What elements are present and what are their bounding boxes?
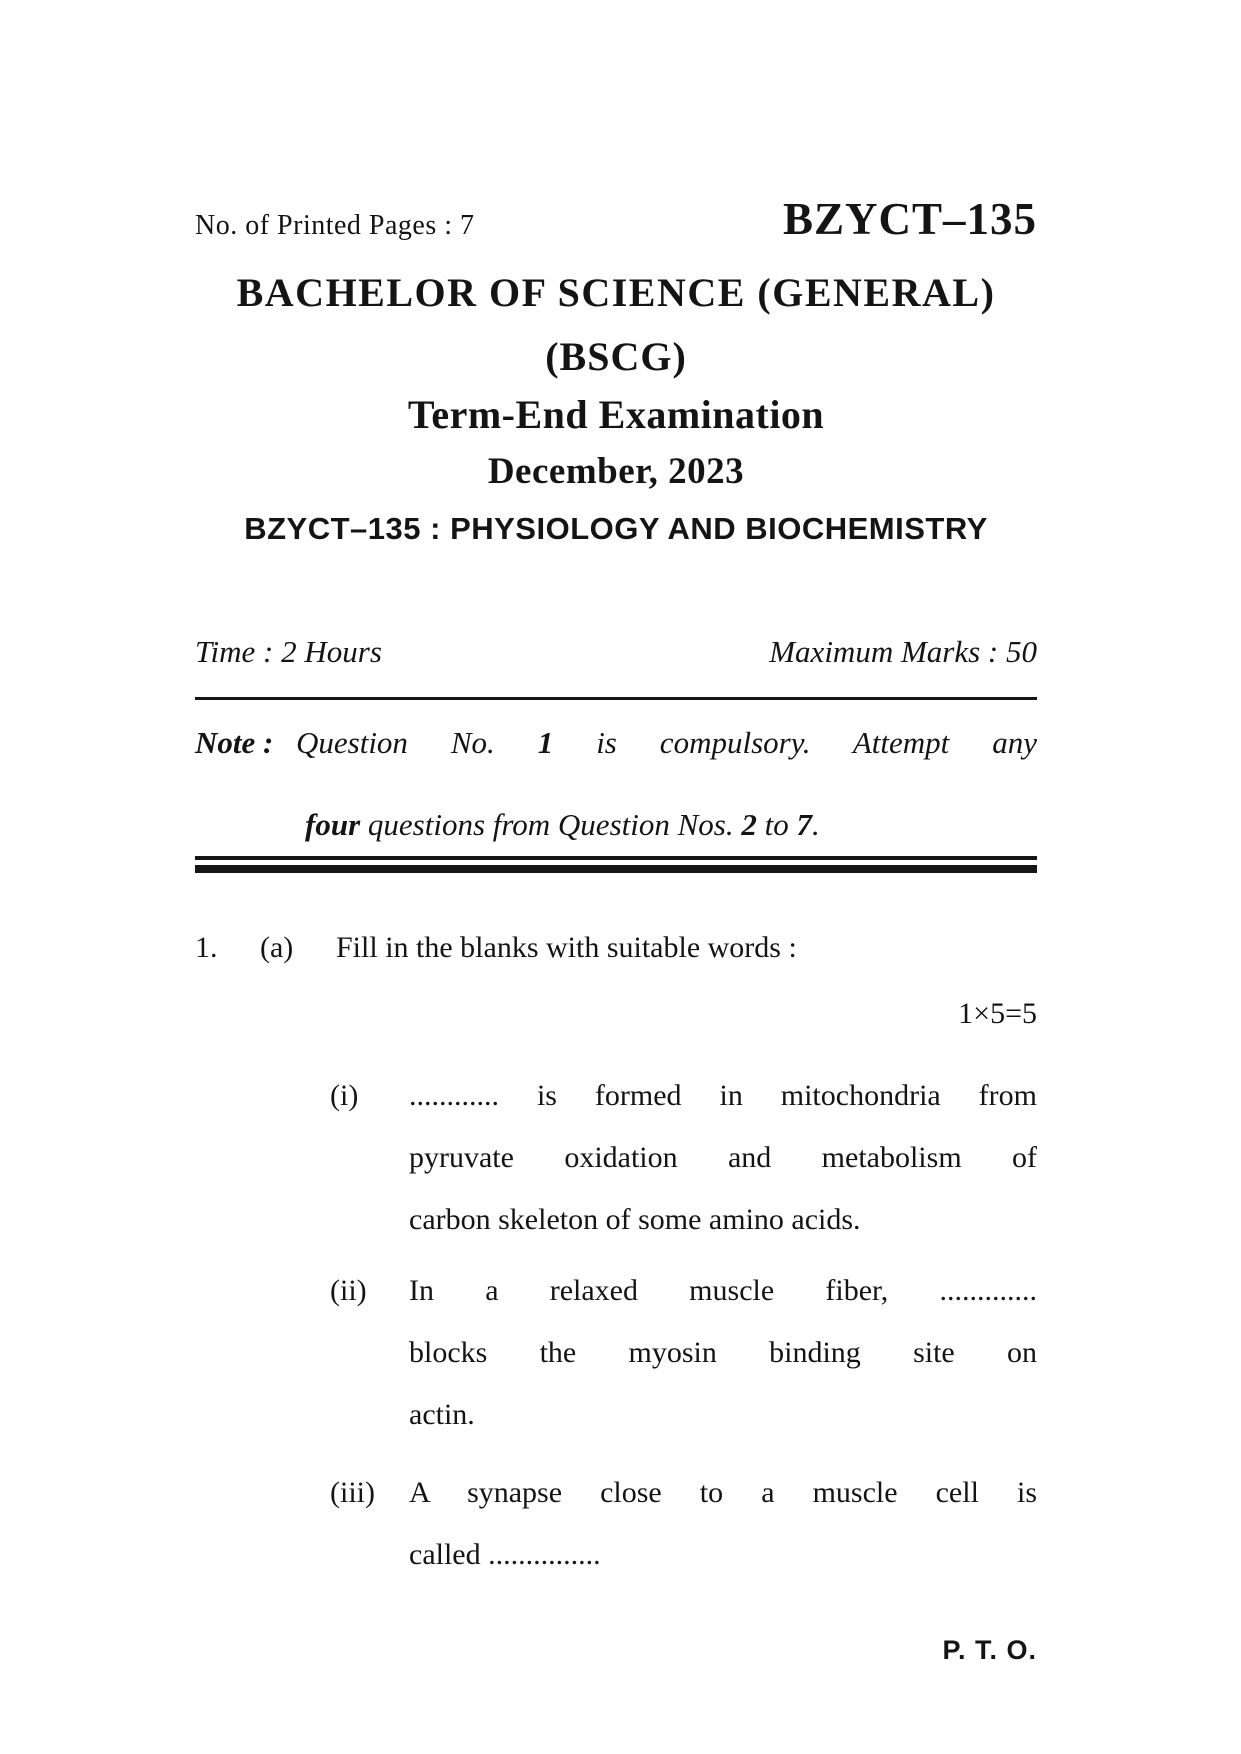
note-block — [195, 720, 1037, 848]
item-iii-label: (iii) — [330, 1476, 375, 1509]
degree-abbrev: (BSCG) — [545, 334, 687, 379]
note-fragment-bold: 7 — [796, 807, 812, 842]
header-row — [195, 193, 1037, 245]
note-fragment: questions from Question Nos. — [360, 807, 742, 842]
maximum-marks: Maximum Marks : 50 — [769, 634, 1037, 669]
part-a-text: Fill in the blanks with suitable words : — [336, 931, 797, 964]
subject-title: BZYCT–135 : PHYSIOLOGY AND BIOCHEMISTRY — [244, 511, 988, 546]
page-turn-over-label: P. T. O. — [942, 1635, 1037, 1665]
item-i-line-2: pyruvate oxidation and metabolism of — [409, 1141, 1037, 1174]
note-text-line-2 — [195, 802, 1037, 848]
item-iii-body — [409, 1462, 1037, 1586]
note-text-line-1 — [296, 720, 1037, 766]
note-line-1 — [195, 720, 1037, 766]
time-allowed: Time : 2 Hours — [195, 634, 382, 669]
note-fragment: is compulsory. Attempt any — [553, 725, 1037, 760]
note-fragment-bold: 2 — [741, 807, 757, 842]
item-i-label: (i) — [330, 1079, 359, 1112]
question-number: 1. — [195, 931, 218, 964]
item-ii-label: (ii) — [330, 1274, 367, 1307]
q1a-item-iii — [195, 1462, 1037, 1586]
title-block — [195, 269, 1037, 549]
printed-pages-note: No. of Printed Pages : 7 — [195, 210, 475, 241]
marks-value: 1×5=5 — [958, 997, 1037, 1030]
q1a-item-ii — [195, 1260, 1037, 1446]
note-fragment-bold: 1 — [537, 725, 554, 760]
meta-row — [195, 633, 1037, 671]
note-fragment: . — [811, 807, 820, 842]
note-fragment-bold: four — [305, 807, 361, 842]
double-rule-divider — [195, 856, 1037, 873]
item-ii-line-3: actin. — [409, 1398, 475, 1431]
paper-code: BZYCT–135 — [782, 194, 1037, 244]
item-i-line-1: ............ is formed in mitochondria from — [409, 1079, 1037, 1112]
item-ii-line-2: blocks the myosin binding site on — [409, 1336, 1037, 1369]
q1a-item-i — [195, 1065, 1037, 1251]
item-iii-line-1: A synapse close to a muscle cell is — [409, 1476, 1037, 1509]
item-iii-line-2: called ............... — [409, 1538, 601, 1571]
part-a-label: (a) — [260, 931, 294, 964]
note-fragment: to — [756, 807, 797, 842]
note-fragment: Question No. — [296, 725, 538, 760]
item-i-body — [409, 1065, 1037, 1251]
single-rule-divider — [195, 697, 1037, 700]
degree-title: BACHELOR OF SCIENCE (GENERAL) — [236, 270, 996, 315]
item-ii-line-1: In a relaxed muscle fiber, ............. — [409, 1274, 1037, 1307]
note-label: Note : — [195, 725, 274, 760]
question-1-header — [195, 929, 1037, 967]
exam-title: Term-End Examination — [407, 392, 825, 437]
item-i-line-3: carbon skeleton of some amino acids. — [409, 1203, 861, 1236]
item-ii-body — [409, 1260, 1037, 1446]
exam-session: December, 2023 — [487, 451, 745, 492]
